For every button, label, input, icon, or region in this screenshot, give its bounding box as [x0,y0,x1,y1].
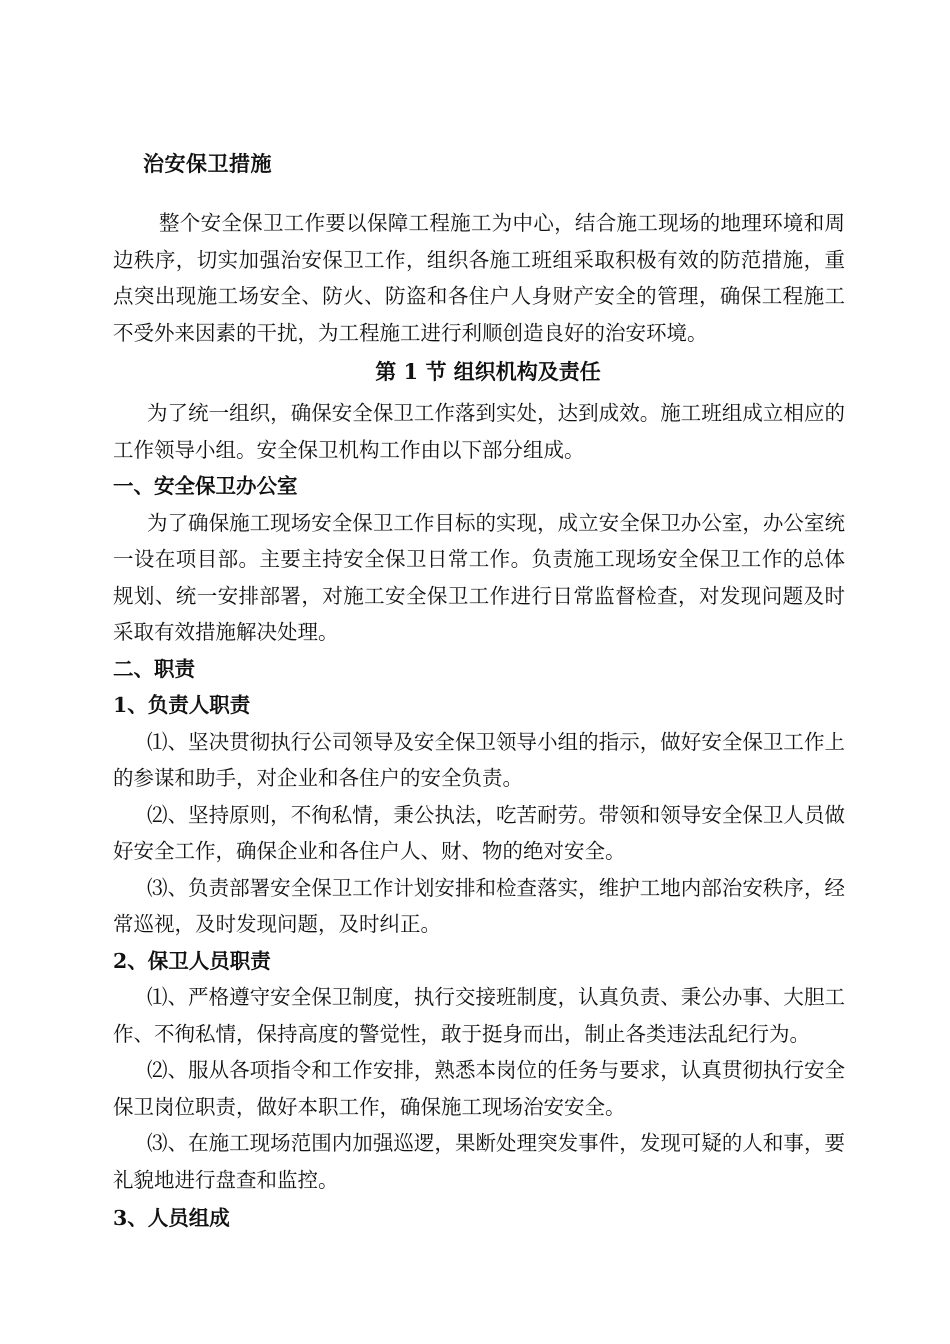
staffing-heading: 3、人员组成 [113,1206,230,1230]
document-title: 治安保卫措施 [143,151,272,176]
leader-duty-item: ⑶、负责部署安全保卫工作计划安排和检查落实，维护工地内部治安秩序，经常巡视，及时发现问题，及时纠正。 [113,875,845,936]
section-intro-paragraph: 为了统一组织，确保安全保卫工作落到实处，达到成效。施工班组成立相应的工作领导小组。安全保卫机构工作由以下部分组成。 [113,401,845,462]
intro-paragraph: 整个安全保卫工作要以保障工程施工为中心，结合施工现场的地理环境和周边秩序，切实加强治安保卫工作，组织各施工班组采取积极有效的防范措施，重点突出现施工场安全、防火、防盗和各住户人身财产安全的管理，确保工程施工不受外来因素的干扰，为工程施工进行利顺创造良好的治安环境。 [113,211,845,345]
section-title: 第 1 节 组织机构及责任 [375,359,601,384]
leader-duties-heading: 1、负责人职责 [113,693,251,717]
guard-duties-heading: 2、保卫人员职责 [113,948,271,973]
office-paragraph: 为了确保施工现场安全保卫工作目标的实现，成立安全保卫办公室，办公室统一设在项目部。主要主持安全保卫日常工作。负责施工现场安全保卫工作的总体规划、统一安排部署，对施工安全保卫工作进行日常监督检查，对发现问题及时采取有效措施解决处理。 [113,510,845,644]
guard-duty-item: ⑴、严格遵守安全保卫制度，执行交接班制度，认真负责、秉公办事、大胆工作、不徇私情，保持高度的警觉性，敢于挺身而出，制止各类违法乱纪行为。 [113,985,845,1046]
guard-duty-item: ⑶、在施工现场范围内加强巡逻，果断处理突发事件，发现可疑的人和事，要礼貌地进行盘查和监控。 [113,1131,845,1192]
office-heading: 一、安全保卫办公室 [113,474,298,498]
main-content [113,395,845,1237]
leader-duty-item: ⑴、坚决贯彻执行公司领导及安全保卫领导小组的指示，做好安全保卫工作上的参谋和助手，对企业和各住户的安全负责。 [113,729,845,790]
guard-duty-item: ⑵、服从各项指令和工作安排，熟悉本岗位的任务与要求，认真贯彻执行安全保卫岗位职责，做好本职工作，确保施工现场治安安全。 [113,1058,845,1119]
leader-duty-item: ⑵、坚持原则，不徇私情，秉公执法，吃苦耐劳。带领和领导安全保卫人员做好安全工作，确保企业和各住户人、财、物的绝对安全。 [113,802,845,863]
intro-block [113,205,845,351]
duties-heading: 二、职责 [113,656,195,681]
